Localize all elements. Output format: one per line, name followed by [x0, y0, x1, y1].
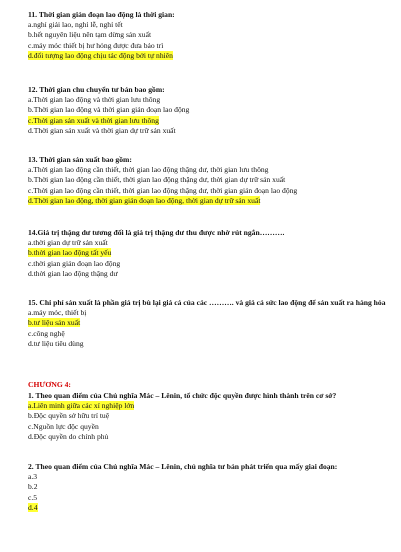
- option-a: a.nghỉ giải lao, nghỉ lễ, nghỉ tết: [28, 20, 123, 30]
- question-title: 14.Giá trị thặng dư tương đối là giá trị thặng dư thu được nhờ rút ngắn……….: [28, 228, 285, 237]
- chapter4-question-2: [28, 462, 387, 513]
- option-b: b.Thời gian lao động cần thiết, thời gian lao động thặng dư, thời gian dự trữ sản xuất: [28, 175, 286, 185]
- option-a-correct-answer: a.Liên minh giữa các xí nghiệp lớn: [28, 401, 135, 411]
- question-title: 1. Theo quan điểm của Chủ nghĩa Mác – Lênin, tổ chức độc quyền được hình thành trên cơ sở?: [28, 391, 337, 400]
- option-c: c.Nguồn lực độc quyền: [28, 421, 99, 431]
- question-11: [28, 10, 387, 61]
- question-13: [28, 155, 387, 206]
- option-c-correct-answer: c.Thời gian sản xuất và thời gian lưu thông: [28, 115, 159, 125]
- option-b: b.2: [28, 482, 38, 492]
- option-d: d.Thời gian sản xuất và thời gian dự trữ sản xuất: [28, 125, 176, 135]
- option-b: b.Độc quyền sở hữu trí tuệ: [28, 411, 110, 421]
- option-b: b.hết nguyên liệu nên tạm dừng sản xuất: [28, 30, 152, 40]
- question-15: [28, 298, 387, 349]
- option-d: d.Độc quyền do chính phủ: [28, 431, 109, 441]
- option-b: b.Thời gian lao động và thời gian gián đoạn lao động: [28, 105, 190, 115]
- option-d: d.thời gian lao động thặng dư: [28, 268, 118, 278]
- question-title: 13. Thời gian sản xuất bao gồm:: [28, 155, 132, 164]
- question-title: 2. Theo quan điểm của Chủ nghĩa Mác – Lênin, chủ nghĩa tư bản phát triển qua mấy giai đoạn:: [28, 462, 338, 471]
- option-a: a.máy móc, thiết bị: [28, 308, 87, 318]
- question-14: [28, 228, 387, 279]
- question-title: 11. Thời gian gián đoạn lao động là thời gian:: [28, 10, 175, 19]
- chapter4-question-1: [28, 391, 387, 442]
- option-a: a.thời gian dự trữ sản xuất: [28, 238, 108, 248]
- option-d-correct-answer: d.4: [28, 502, 38, 512]
- option-b-correct-answer: b.thời gian lao động tất yếu: [28, 248, 112, 258]
- option-a: a.3: [28, 472, 38, 482]
- option-d: d.tư liệu tiêu dùng: [28, 338, 84, 348]
- question-12: [28, 85, 387, 136]
- option-a: a.Thời gian lao động và thời gian lưu thông: [28, 95, 161, 105]
- option-c: c.công nghệ: [28, 328, 65, 338]
- option-a: a.Thời gian lao động cần thiết, thời gian lao động thặng dư, thời gian lưu thông: [28, 165, 269, 175]
- option-c: c.thời gian gián đoạn lao động: [28, 258, 121, 268]
- option-c: c.Thời gian lao động cần thiết, thời gian lao động thặng dư, thời gian gián đoạn lao động: [28, 185, 298, 195]
- question-title: 12. Thời gian chu chuyển tư bản bao gồm:: [28, 85, 165, 94]
- option-d-correct-answer: d.đối tượng lao động chịu tác động bởi tự nhiên: [28, 50, 173, 60]
- chapter-heading: CHƯƠNG 4:: [28, 380, 71, 389]
- option-b-correct-answer: b.tư liệu sản xuất: [28, 318, 81, 328]
- option-d-correct-answer: d.Thời gian lao động, thời gian gián đoạn lao động, thời gian dự trữ sản xuất: [28, 195, 261, 205]
- option-c: c.máy móc thiết bị hư hỏng được đưa bảo trì: [28, 40, 164, 50]
- question-title: 15. Chi phí sản xuất là phần giá trị bù lại giá cả của các ………. và giá cả sức lao động để sản xuất ra hàng hóa: [28, 298, 386, 307]
- option-c: c.5: [28, 492, 38, 502]
